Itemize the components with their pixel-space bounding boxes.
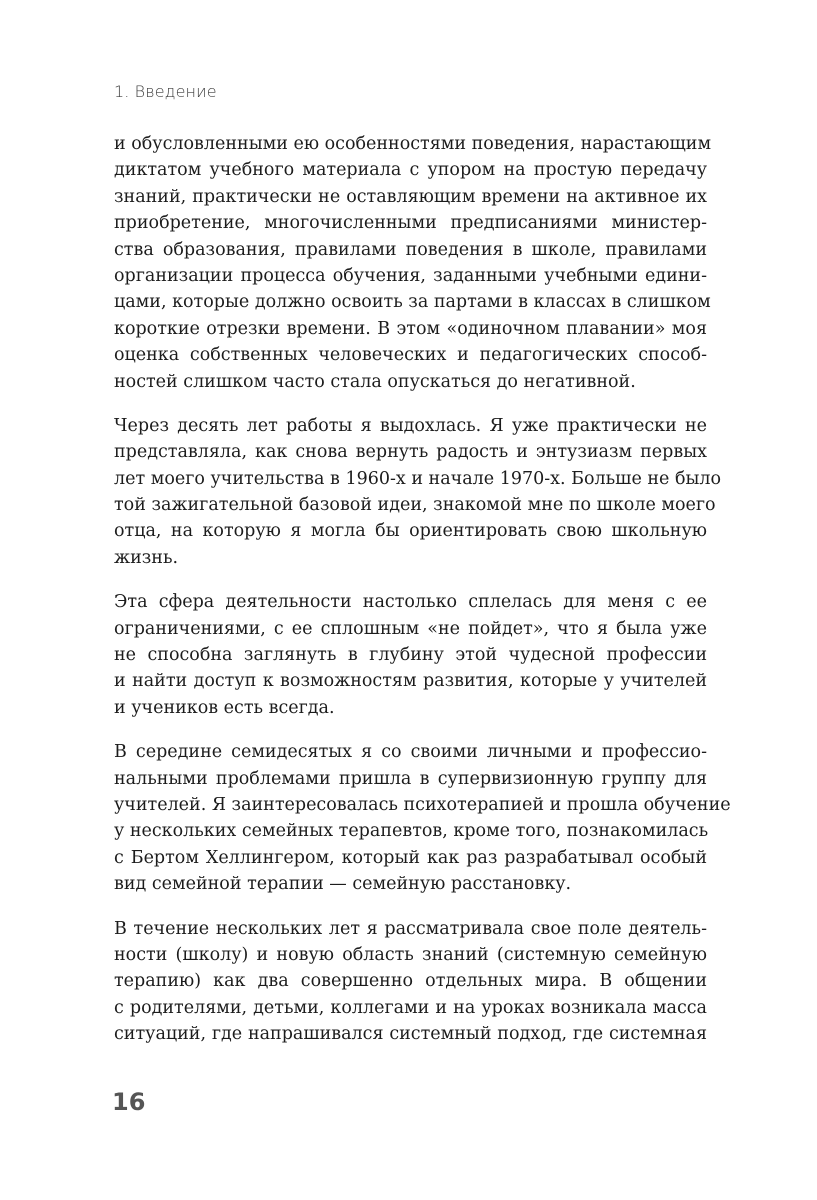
text-line: ства образования, правилами поведения в школе, правилами	[114, 239, 707, 260]
text-line: Эта сфера деятельности настолько сплелась для меня с ее	[114, 592, 707, 613]
text-line: цами, которые должно освоить за партами в классах в слишком	[114, 292, 711, 313]
text-line: учителей. Я заинтересовалась психотерапией и прошла обучение	[114, 794, 731, 815]
text-line: с Бертом Хеллингером, который как раз разрабатывал особый	[114, 847, 707, 868]
text-line: знаний, практически не оставляющим времени на активное их	[114, 186, 707, 207]
paragraph	[114, 131, 712, 395]
text-line: с родителями, детьми, коллегами и на уроках возникала масса	[114, 997, 707, 1018]
text-line: оценка собственных человеческих и педагогических способ-	[114, 345, 707, 366]
text-line: и найти доступ к возможностям развития, которые у учителей	[114, 671, 707, 692]
paragraph	[114, 916, 707, 1048]
text-line: отца, на которую я могла бы ориентировать свою школьную	[114, 521, 707, 542]
text-line: Через десять лет работы я выдохлась. Я уже практически не	[114, 415, 707, 436]
text-line: той зажигательной базовой идеи, знакомой мне по школе моего	[114, 495, 716, 516]
text-line: ностей слишком часто стала опускаться до негативной.	[114, 371, 636, 392]
text-line: В течение нескольких лет я рассматривала свое поле деятель-	[114, 918, 707, 939]
paragraph	[114, 413, 722, 571]
text-line: ограничениями, с ее сплошным «не пойдет», что я была уже	[114, 618, 707, 639]
page-number: 16	[112, 1088, 146, 1116]
body-text	[114, 131, 731, 1066]
text-line: организации процесса обучения, заданными учебными едини-	[114, 265, 707, 286]
text-line: В середине семидесятых я со своими личными и профессио-	[114, 742, 707, 763]
text-line: нальными проблемами пришла в супервизионную группу для	[114, 768, 707, 789]
text-line: приобретение, многочисленными предписаниями министер-	[114, 213, 707, 234]
text-line: жизнь.	[114, 547, 179, 568]
paragraph	[114, 739, 731, 897]
running-head: 1. Введение	[114, 82, 217, 101]
text-line: не способна заглянуть в глубину этой чудесной профессии	[114, 645, 707, 666]
paragraph	[114, 589, 707, 721]
text-line: лет моего учительства в 1960-х и начале 1970-х. Больше не было	[114, 468, 722, 489]
text-line: терапию) как два совершенно отдельных мира. В общении	[114, 971, 707, 992]
text-line: и обусловленными ею особенностями поведения, нарастающим	[114, 134, 712, 154]
text-line: короткие отрезки времени. В этом «одиночном плавании» моя	[114, 318, 707, 339]
text-line: ности (школу) и новую область знаний (системную семейную	[114, 944, 707, 965]
text-line: и учеников есть всегда.	[114, 697, 335, 718]
text-line: представляла, как снова вернуть радость и энтузиазм первых	[114, 442, 707, 463]
text-line: ситуаций, где напрашивался системный подход, где системная	[114, 1024, 707, 1045]
text-line: диктатом учебного материала с упором на простую передачу	[114, 160, 707, 181]
text-line: у нескольких семейных терапевтов, кроме того, познакомилась	[114, 821, 709, 842]
text-line: вид семейной терапии — семейную расстановку.	[114, 874, 572, 895]
